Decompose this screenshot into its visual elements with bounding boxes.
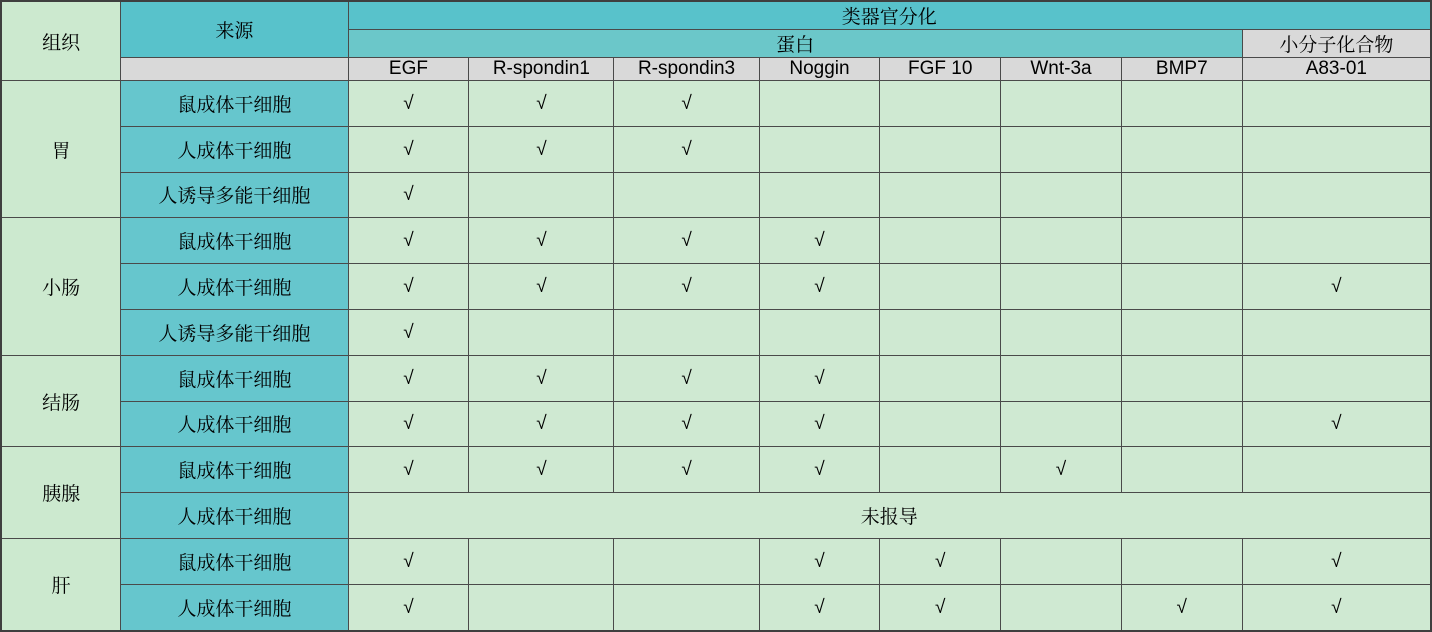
tissue-cell: 小肠 <box>1 218 121 355</box>
factor-cell <box>1001 81 1122 127</box>
factor-cell <box>1001 538 1122 584</box>
factor-cell <box>880 447 1001 493</box>
factor-cell: √ <box>348 172 469 218</box>
table-row <box>1 81 1431 127</box>
factor-cell <box>1121 81 1242 127</box>
header-factor-rspondin1: R-spondin1 <box>469 58 614 81</box>
table-row <box>1 172 1431 218</box>
factor-cell: √ <box>614 264 759 310</box>
factor-cell: √ <box>469 401 614 447</box>
factor-cell <box>759 172 880 218</box>
factor-cell: √ <box>348 218 469 264</box>
small-molecule-cell <box>1242 218 1431 264</box>
source-cell: 人成体干细胞 <box>121 126 348 172</box>
tissue-cell: 胰腺 <box>1 447 121 539</box>
factor-cell <box>614 309 759 355</box>
factor-cell: √ <box>759 355 880 401</box>
source-cell: 鼠成体干细胞 <box>121 538 348 584</box>
table-header <box>1 1 1431 81</box>
not-reported-cell: 未报导 <box>348 493 1431 539</box>
factor-cell: √ <box>469 355 614 401</box>
header-organoid-differentiation: 类器官分化 <box>348 1 1431 30</box>
factor-cell: √ <box>759 401 880 447</box>
factor-cell: √ <box>469 218 614 264</box>
table-row <box>1 401 1431 447</box>
factor-cell: √ <box>614 401 759 447</box>
factor-cell <box>469 584 614 631</box>
table-body <box>1 81 1431 632</box>
factor-cell: √ <box>469 447 614 493</box>
factor-cell <box>880 309 1001 355</box>
header-factor-egf: EGF <box>348 58 469 81</box>
table-row <box>1 447 1431 493</box>
factor-cell: √ <box>880 538 1001 584</box>
factor-cell: √ <box>880 584 1001 631</box>
source-cell: 人成体干细胞 <box>121 264 348 310</box>
header-factor-a8301: A83-01 <box>1242 58 1431 81</box>
table-row <box>1 264 1431 310</box>
factor-cell <box>1121 309 1242 355</box>
source-cell: 人诱导多能干细胞 <box>121 309 348 355</box>
source-cell: 鼠成体干细胞 <box>121 218 348 264</box>
factor-cell <box>1121 126 1242 172</box>
source-cell: 人成体干细胞 <box>121 401 348 447</box>
factor-cell: √ <box>614 81 759 127</box>
header-factor-wnt3a: Wnt-3a <box>1001 58 1122 81</box>
factor-cell <box>1001 584 1122 631</box>
factor-cell <box>880 401 1001 447</box>
factor-cell <box>880 126 1001 172</box>
small-molecule-cell: √ <box>1242 584 1431 631</box>
factor-cell: √ <box>469 264 614 310</box>
header-small-molecule: 小分子化合物 <box>1242 30 1431 58</box>
factor-cell <box>1001 218 1122 264</box>
factor-cell <box>469 172 614 218</box>
factor-cell <box>1001 401 1122 447</box>
header-row-1 <box>1 1 1431 30</box>
small-molecule-cell: √ <box>1242 264 1431 310</box>
factor-cell <box>880 81 1001 127</box>
factor-cell <box>1121 264 1242 310</box>
factor-cell <box>469 538 614 584</box>
table-row <box>1 309 1431 355</box>
small-molecule-cell <box>1242 355 1431 401</box>
factor-cell <box>1001 172 1122 218</box>
factor-cell <box>1121 401 1242 447</box>
tissue-cell: 胃 <box>1 81 121 218</box>
tissue-cell: 肝 <box>1 538 121 631</box>
header-factor-fgf10: FGF 10 <box>880 58 1001 81</box>
factor-cell <box>880 218 1001 264</box>
factor-cell: √ <box>759 447 880 493</box>
factor-cell: √ <box>348 81 469 127</box>
source-cell: 人成体干细胞 <box>121 493 348 539</box>
factor-cell: √ <box>469 81 614 127</box>
factor-cell <box>759 309 880 355</box>
source-cell: 鼠成体干细胞 <box>121 447 348 493</box>
factor-cell: √ <box>348 126 469 172</box>
source-cell: 人诱导多能干细胞 <box>121 172 348 218</box>
factor-cell: √ <box>759 584 880 631</box>
factor-cell <box>1001 264 1122 310</box>
factor-cell <box>1001 126 1122 172</box>
header-factor-rspondin3: R-spondin3 <box>614 58 759 81</box>
small-molecule-cell: √ <box>1242 538 1431 584</box>
small-molecule-cell <box>1242 81 1431 127</box>
header-tissue: 组织 <box>1 1 121 81</box>
factor-cell: √ <box>348 355 469 401</box>
small-molecule-cell <box>1242 126 1431 172</box>
factor-cell: √ <box>614 126 759 172</box>
factor-cell: √ <box>759 538 880 584</box>
factor-cell <box>1121 538 1242 584</box>
source-cell: 鼠成体干细胞 <box>121 81 348 127</box>
factor-cell <box>1121 172 1242 218</box>
factor-cell: √ <box>348 584 469 631</box>
factor-cell: √ <box>469 126 614 172</box>
factor-cell: √ <box>759 218 880 264</box>
factor-cell: √ <box>1121 584 1242 631</box>
header-row-3 <box>1 58 1431 81</box>
source-cell: 人成体干细胞 <box>121 584 348 631</box>
factor-cell <box>614 172 759 218</box>
factor-cell: √ <box>348 447 469 493</box>
factor-cell <box>759 81 880 127</box>
header-source-sub <box>121 58 348 81</box>
header-source: 来源 <box>121 1 348 58</box>
factor-cell <box>1121 447 1242 493</box>
factor-cell <box>1121 355 1242 401</box>
factor-cell <box>759 126 880 172</box>
factor-cell <box>880 172 1001 218</box>
factor-cell: √ <box>348 538 469 584</box>
factor-cell: √ <box>348 309 469 355</box>
tissue-cell: 结肠 <box>1 355 121 447</box>
factor-cell: √ <box>614 355 759 401</box>
factor-cell: √ <box>1001 447 1122 493</box>
factor-cell: √ <box>614 218 759 264</box>
factor-cell <box>614 584 759 631</box>
factor-cell: √ <box>348 401 469 447</box>
factor-cell <box>880 355 1001 401</box>
factor-cell <box>469 309 614 355</box>
table-row <box>1 355 1431 401</box>
factor-cell <box>1001 355 1122 401</box>
factor-cell: √ <box>759 264 880 310</box>
small-molecule-cell <box>1242 309 1431 355</box>
factor-cell <box>1001 309 1122 355</box>
header-protein: 蛋白 <box>348 30 1242 58</box>
small-molecule-cell <box>1242 172 1431 218</box>
table-row <box>1 584 1431 631</box>
factor-cell <box>880 264 1001 310</box>
table-row <box>1 538 1431 584</box>
factor-cell <box>614 538 759 584</box>
small-molecule-cell <box>1242 447 1431 493</box>
factor-cell: √ <box>614 447 759 493</box>
small-molecule-cell: √ <box>1242 401 1431 447</box>
header-factor-noggin: Noggin <box>759 58 880 81</box>
source-cell: 鼠成体干细胞 <box>121 355 348 401</box>
factor-cell: √ <box>348 264 469 310</box>
table-row <box>1 493 1431 539</box>
header-factor-bmp7: BMP7 <box>1121 58 1242 81</box>
table-row <box>1 126 1431 172</box>
table-row <box>1 218 1431 264</box>
factor-cell <box>1121 218 1242 264</box>
